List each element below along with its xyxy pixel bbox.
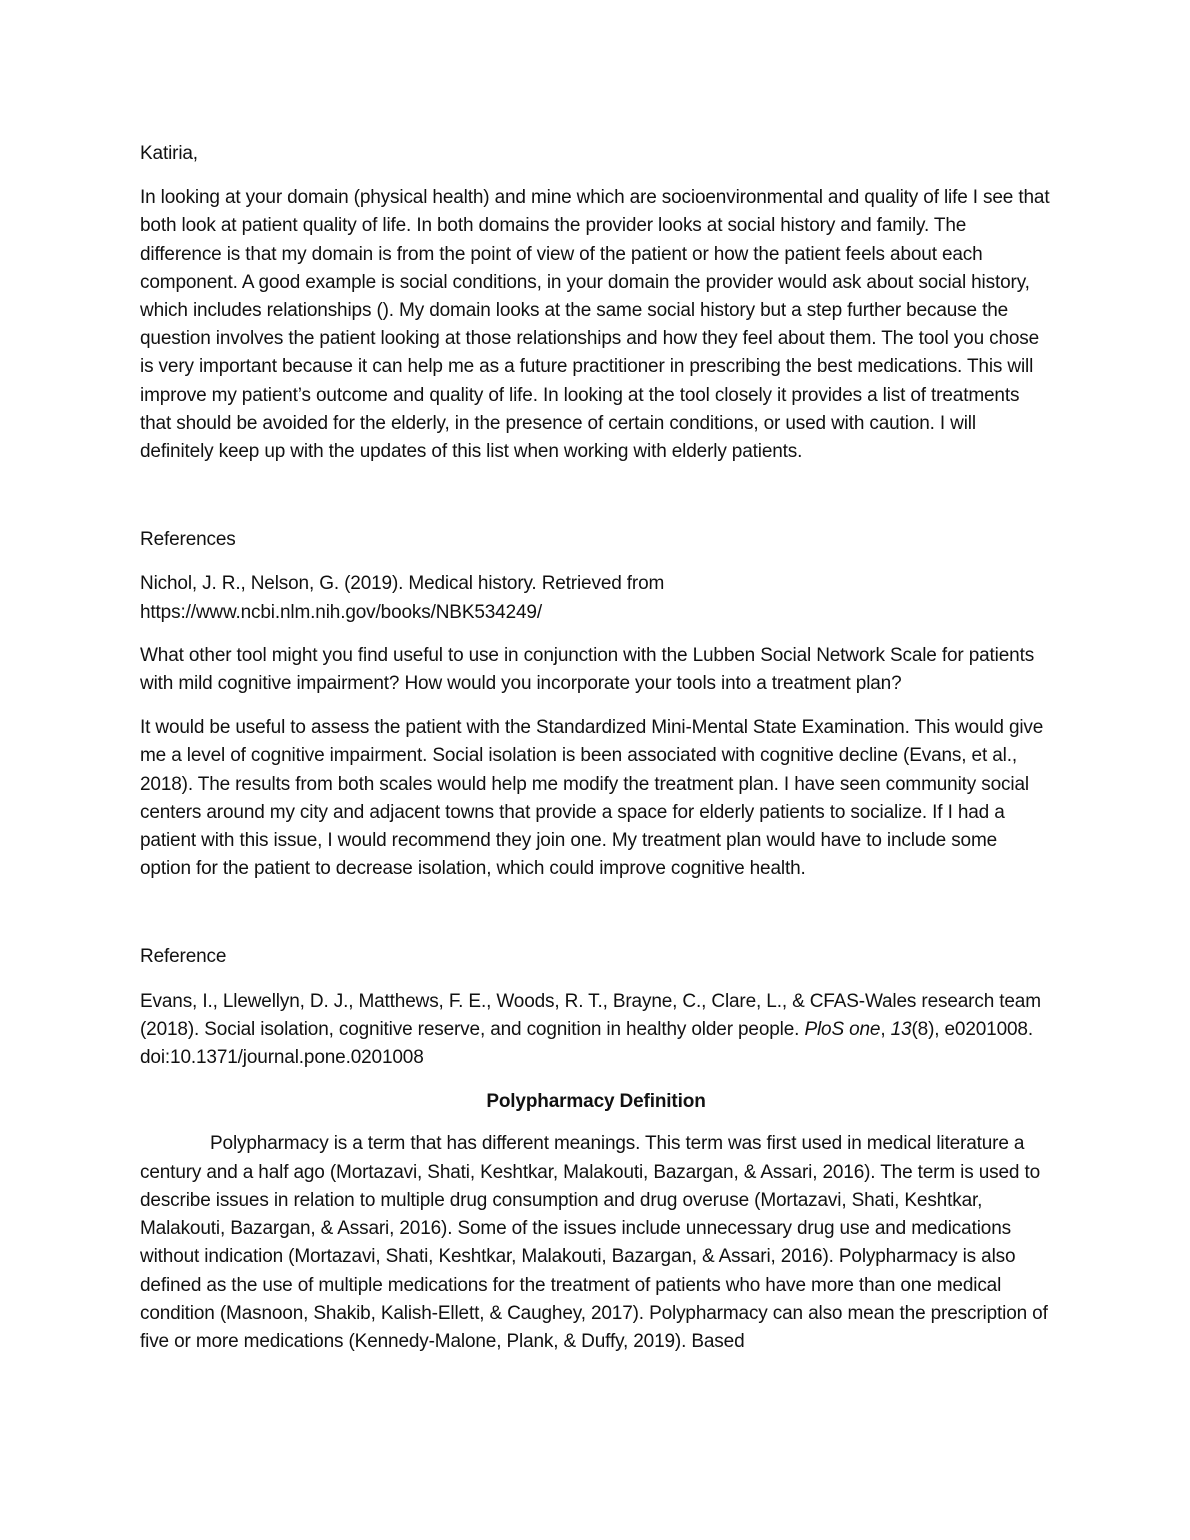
polypharmacy-paragraph: Polypharmacy is a term that has different meanings. This term was first used in medical literature a century and a half ago (Mortazavi, Shati, Keshtkar, Malakouti, Bazargan, & Assari, 2016). The term is used to describe issues in relation to multiple drug consumption and drug overuse (Mortazavi, Shati, Keshtkar, Malakouti, Bazargan, & Assari, 2016). Some of the issues include unnecessary drug use and medications without indication (Mortazavi, Shati, Keshtkar, Malakouti, Bazargan, & Assari, 2016). Polypharmacy is also defined as the use of multiple medications for the treatment of patients who have more than one medical condition (Masnoon, Shakib, Kalish-Ellett, & Caughey, 2017). Polypharmacy can also mean the prescription of five or more medications (Kennedy-Malone, Plank, & Duffy, 2019). Based — [140, 1133, 1048, 1352]
discussion-question: What other tool might you find useful to use in conjunction with the Lubben Social Network Scale for patients with mild cognitive impairment? How would you incorporate your tools into a treatment plan? — [140, 644, 1035, 695]
reference-main-text: Evans, I., Llewellyn, D. J., Matthews, F. E., Woods, R. T., Brayne, C., Clare, L., & CFAS-Wales research team (2018). Social isolation, cognitive reserve, and cognition in healthy older people. — [140, 990, 1041, 1040]
reference-heading: Reference — [140, 946, 227, 968]
references-heading: References — [140, 529, 236, 551]
document-body — [140, 140, 1052, 1356]
reference-url: https://www.ncbi.nlm.nih.gov/books/NBK534249/ — [140, 601, 542, 623]
response-paragraph: In looking at your domain (physical health) and mine which are socioenvironmental and quality of life I see that both look at patient quality of life. In both domains the provider looks at social history and family. The difference is that my domain is from the point of view of the patient or how the patient feels about each component. A good example is social conditions, in your domain the provider would ask about social history, which includes relationships (). My domain looks at the same social history but a step further because the question involves the patient looking at those relationships and how they feel about them. The tool you chose is very important because it can help me as a future practitioner in prescribing the best medications. This will improve my patient’s outcome and quality of life. In looking at the tool closely it provides a list of treatments that should be avoided for the elderly, in the presence of certain conditions, or used with caution. I will definitely keep up with the updates of this list when working with elderly patients. — [140, 187, 1050, 463]
reference-entry-evans — [140, 988, 1052, 1073]
salutation: Katiria, — [140, 143, 198, 164]
reference-tail: (8), e0201008. doi:10.1371/journal.pone.0201008 — [140, 1018, 1033, 1069]
reference-separator: , — [880, 1018, 891, 1040]
journal-title: PloS one — [804, 1018, 881, 1040]
journal-volume: 13 — [890, 1018, 912, 1040]
reference-entry-nichol — [140, 570, 1052, 626]
answer-paragraph: It would be useful to assess the patient with the Standardized Mini-Mental State Examination. This would give me a level of cognitive impairment. Social isolation is been associated with cognitive decline (Evans, et al., 2018). The results from both scales would help me modify the treatment plan. I have seen community social centers around my city and adjacent towns that provide a space for elderly patients to socialize. If I had a patient with this issue, I would recommend they join one. My treatment plan would have to include some option for the patient to decrease isolation, which could improve cognitive health. — [140, 717, 1044, 880]
reference-text: Nichol, J. R., Nelson, G. (2019). Medical history. Retrieved from — [140, 573, 665, 595]
section-title: Polypharmacy Definition — [486, 1091, 706, 1113]
